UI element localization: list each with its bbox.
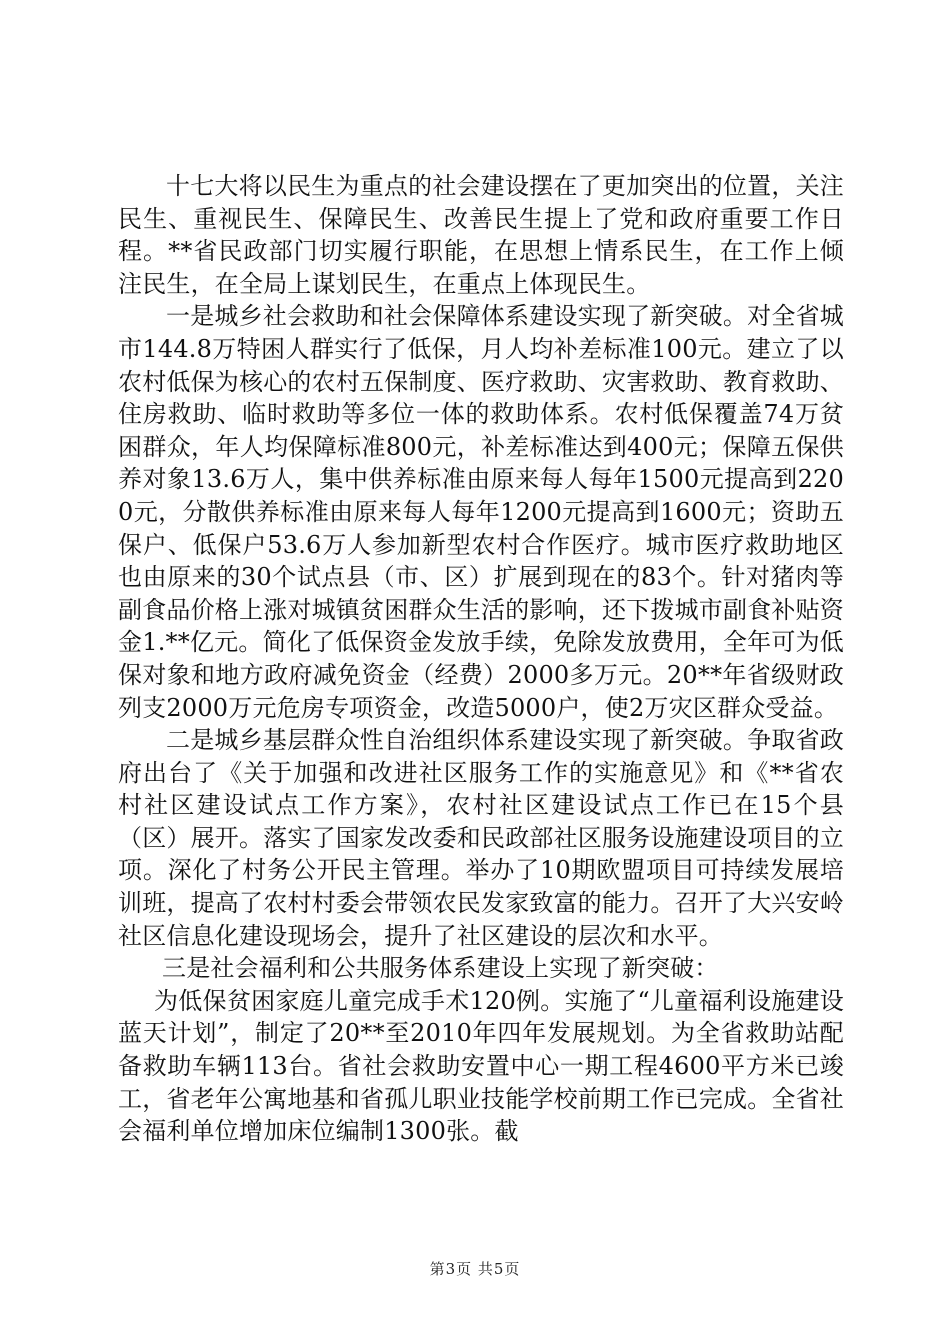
document-body — [118, 170, 844, 1148]
paragraph-grassroots-autonomy: 二是城乡基层群众性自治组织体系建设实现了新突破。争取省政府出台了《关于加强和改进社区服务工作的实施意见》和《**省农村社区建设试点工作方案》，农村社区建设试点工作已在15个县（区）展开。落实了国家发改委和民政部社区服务设施建设项目的立项。深化了村务公开民主管理。举办了10期欧盟项目可持续发展培训班，提高了农村村委会带领农民发家致富的能力。召开了大兴安岭社区信息化建设现场会，提升了社区建设的层次和水平。 — [118, 726, 844, 950]
paragraph-welfare-heading: 三是社会福利和公共服务体系建设上实现了新突破： — [162, 954, 719, 983]
page-number-footer: 第3页 共5页 — [429, 1260, 521, 1278]
paragraph-intro: 十七大将以民生为重点的社会建设摆在了更加突出的位置，关注民生、重视民生、保障民生、改善民生提上了党和政府重要工作日程。**省民政部门切实履行职能，在思想上情系民生，在工作上倾注民生，在全局上谋划民生，在重点上体现民生。 — [118, 172, 844, 298]
paragraph-welfare-details: 为低保贫困家庭儿童完成手术120例。实施了“儿童福利设施建设蓝天计划”，制定了20**至2010年四年发展规划。为全省救助站配备救助车辆113台。省社会救助安置中心一期工程4600平方米已竣工，省老年公寓地基和省孤儿职业技能学校前期工作已完成。全省社会福利单位增加床位编制1300张。截 — [118, 986, 844, 1146]
paragraph-social-assistance: 一是城乡社会救助和社会保障体系建设实现了新突破。对全省城市144.8万特困人群实行了低保，月人均补差标准100元。建立了以农村低保为核心的农村五保制度、医疗救助、灾害救助、教育救助、住房救助、临时救助等多位一体的救助体系。农村低保覆盖74万贫困群众，年人均保障标准800元，补差标准达到400元；保障五保供养对象13.6万人，集中供养标准由原来每人每年1500元提高到2200元，分散供养标准由原来每人每年1200元提高到1600元；资助五保户、低保户53.6万人参加新型农村合作医疗。城市医疗救助地区也由原来的30个试点县（市、区）扩展到现在的83个。针对猪肉等副食品价格上涨对城镇贫困群众生活的影响，还下拨城市副食补贴资金1.**亿元。简化了低保资金发放手续，免除发放费用，全年可为低保对象和地方政府减免资金（经费）2000多万元。20**年省级财政列支2000万元危房专项资金，改造5000户，使2万灾区群众受益。 — [118, 302, 844, 722]
